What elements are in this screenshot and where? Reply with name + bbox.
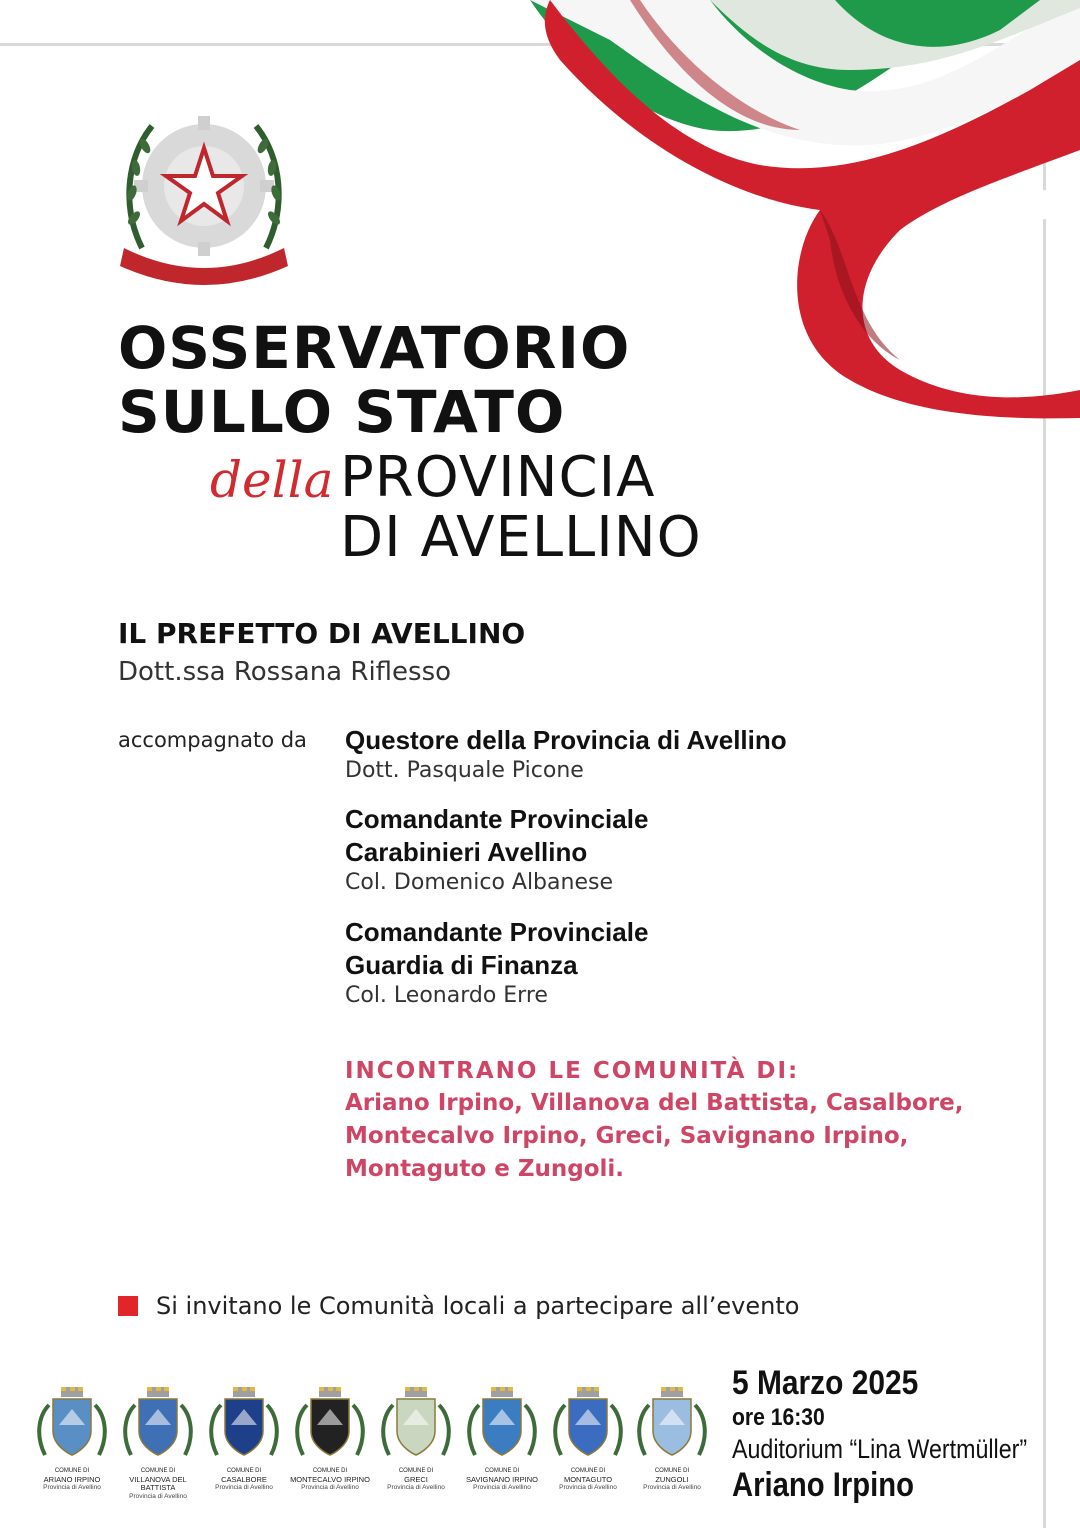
- repubblica-italiana-emblem: [112, 98, 297, 296]
- crest-comune-label: COMUNE DI: [654, 1468, 690, 1474]
- crest-comune-label: COMUNE DI: [398, 1468, 434, 1474]
- crest-province: Provincia di Avellino: [473, 1484, 531, 1491]
- crest-province: Provincia di Avellino: [129, 1492, 187, 1500]
- authority-questore: [345, 724, 787, 785]
- title-line-4: DI AVELLINO: [340, 505, 702, 570]
- crest-shield-icon: [467, 1385, 537, 1467]
- communities-heading: INCONTRANO LE COMUNITÀ DI:: [345, 1058, 800, 1084]
- municipality-crest: [288, 1385, 372, 1493]
- crest-province: Provincia di Avellino: [387, 1484, 445, 1491]
- crest-shield-icon: [37, 1385, 107, 1467]
- crest-name: ZUNGOLI: [655, 1474, 689, 1484]
- crest-name: SAVIGNANO IRPINO: [466, 1474, 538, 1484]
- crest-comune-label: COMUNE DI: [140, 1468, 176, 1474]
- crest-shield-icon: [295, 1385, 365, 1467]
- crest-comune-label: COMUNE DI: [54, 1468, 90, 1474]
- municipality-crest: [374, 1385, 458, 1493]
- event-city: Ariano Irpino: [732, 1466, 914, 1504]
- municipality-crests: [30, 1385, 710, 1505]
- authority-guardia-finanza: [345, 916, 648, 1010]
- crest-shield-icon: [381, 1385, 451, 1467]
- municipality-crest: [546, 1385, 630, 1493]
- crest-province: Provincia di Avellino: [215, 1484, 273, 1491]
- title-line-3: PROVINCIA: [340, 445, 656, 510]
- crest-shield-icon: [553, 1385, 623, 1467]
- red-square-bullet-icon: [118, 1296, 138, 1316]
- crest-province: Provincia di Avellino: [301, 1484, 359, 1491]
- crest-comune-label: COMUNE DI: [312, 1468, 348, 1474]
- crest-name: CASALBORE: [221, 1474, 267, 1484]
- title-line-1: OSSERVATORIO: [118, 314, 631, 382]
- accompanied-label: accompagnato da: [118, 728, 307, 752]
- municipality-crest: [202, 1385, 286, 1493]
- authority-person: Col. Domenico Albanese: [345, 870, 613, 895]
- event-time: ore 16:30: [732, 1404, 825, 1431]
- prefect-name: Dott.ssa Rossana Riflesso: [118, 657, 452, 687]
- authority-role: Comandante Provinciale: [345, 804, 649, 834]
- crest-comune-label: COMUNE DI: [570, 1468, 606, 1474]
- authority-person: Dott. Pasquale Picone: [345, 758, 584, 783]
- crest-comune-label: COMUNE DI: [484, 1468, 520, 1474]
- municipality-crest: [460, 1385, 544, 1493]
- authority-person: Col. Leonardo Erre: [345, 983, 548, 1008]
- prefect-title: IL PREFETTO DI AVELLINO: [118, 617, 526, 650]
- event-date: 5 Marzo 2025: [732, 1364, 919, 1402]
- municipality-crest: [630, 1385, 714, 1493]
- crest-name: MONTECALVO IRPINO: [290, 1474, 370, 1484]
- authority-role: Guardia di Finanza: [345, 950, 578, 980]
- communities-line: Montecalvo Irpino, Greci, Savignano Irpino,: [345, 1123, 909, 1149]
- crest-province: Provincia di Avellino: [43, 1484, 101, 1491]
- crest-name: VILLANOVA DEL BATTISTA: [129, 1474, 187, 1492]
- title-line-2: SULLO STATO: [118, 378, 566, 446]
- title-della: della: [210, 451, 334, 509]
- authority-role: Carabinieri Avellino: [345, 837, 588, 867]
- crest-name: GRECI: [404, 1474, 428, 1484]
- crest-shield-icon: [123, 1385, 193, 1467]
- invite-text: Si invitano le Comunità locali a partecipare all’evento: [156, 1292, 800, 1320]
- authority-role: Questore della Provincia di Avellino: [345, 725, 787, 755]
- communities-line: Ariano Irpino, Villanova del Battista, Casalbore,: [345, 1090, 964, 1116]
- crest-shield-icon: [637, 1385, 707, 1467]
- crest-name: ARIANO IRPINO: [43, 1474, 101, 1484]
- communities-block: [345, 1055, 963, 1186]
- municipality-crest: [116, 1385, 200, 1501]
- event-venue: Auditorium “Lina Wertmüller”: [732, 1434, 1028, 1464]
- crest-shield-icon: [209, 1385, 279, 1467]
- crest-comune-label: COMUNE DI: [226, 1468, 262, 1474]
- authority-role: Comandante Provinciale: [345, 917, 649, 947]
- communities-line: Montaguto e Zungoli.: [345, 1156, 625, 1182]
- authority-carabinieri: [345, 803, 648, 897]
- municipality-crest: [30, 1385, 114, 1493]
- crest-province: Provincia di Avellino: [559, 1484, 617, 1491]
- crest-name: MONTAGUTO: [563, 1474, 613, 1484]
- crest-province: Provincia di Avellino: [643, 1484, 701, 1491]
- invite-note: [118, 1292, 799, 1320]
